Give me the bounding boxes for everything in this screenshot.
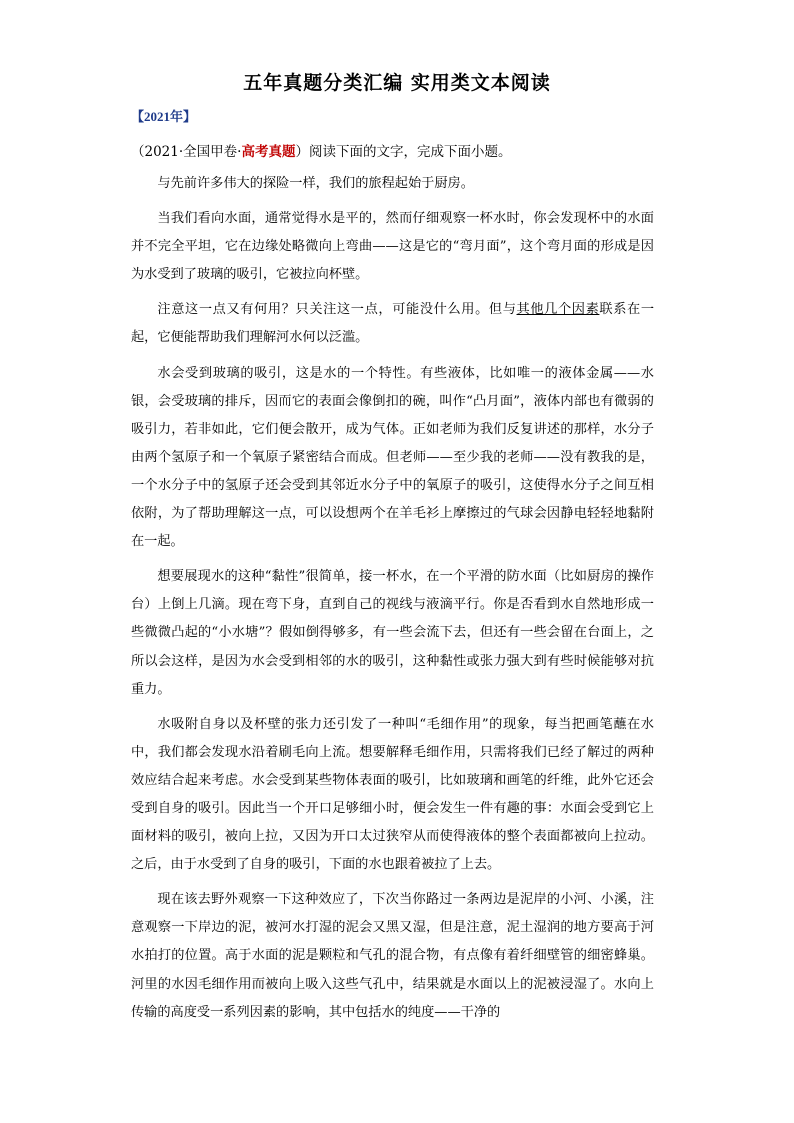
year-label: 【2021年】 [131, 109, 197, 124]
paragraph-5: 想要展现水的这种“黏性”很简单，接一杯水，在一个平滑的防水面（比如厨房的操作台）上倒上几滴。现在弯下身，直到自己的视线与液滴平行。你是否看到水自然地形成一些微微凸起的“小水塘”？假如倒得够多，有一些会流下去，但还有一些会留在台面上，之所以会这样，是因为水会受到相邻的水的吸引，这种黏性或张力强大到有些时候能够对抗重力。 [131, 569, 654, 697]
paragraph-7: 现在该去野外观察一下这种效应了，下次当你路过一条两边是泥岸的小河、小溪，注意观察一下岸边的泥，被河水打湿的泥会又黑又湿，但是注意，泥土湿润的地方要高于河水拍打的位置。高于水面的泥是颗粒和气孔的混合物，有点像有着纤细壁管的细密蜂巢。河里的水因毛细作用而被向上吸入这些气孔中，结果就是水面以上的泥被浸湿了。水向上传输的高度受一系列因素的影响，其中包括水的纯度——干净的 [131, 892, 654, 1020]
paragraph-3-text-b: 联系在一起，它便能帮助我们理解河水何以泛滥。 [131, 302, 655, 346]
underlined-phrase: 其他几个因素 [516, 302, 600, 318]
article-body [131, 170, 654, 1034]
page-title: 五年真题分类汇编 实用类文本阅读 [243, 72, 551, 94]
source-prefix: （2021·全国甲卷· [131, 144, 242, 160]
source-line [131, 140, 511, 160]
source-highlight: 高考真题 [241, 144, 296, 160]
paragraph-3 [131, 296, 654, 352]
paragraph-2: 当我们看向水面，通常觉得水是平的，然而仔细观察一杯水时，你会发现杯中的水面并不完全平坦，它在边缘处略微向上弯曲——这是它的“弯月面”，这个弯月面的形成是因为水受到了玻璃的吸引，它被拉向杯壁。 [131, 211, 654, 283]
paragraph-3-text-a: 注意这一点又有何用？只关注这一点，可能没什么用。但与 [157, 302, 517, 318]
paragraph-1: 与先前许多伟大的探险一样，我们的旅程起始于厨房。 [157, 176, 474, 191]
paragraph-6: 水吸附自身以及杯壁的张力还引发了一种叫“毛细作用”的现象，每当把画笔蘸在水中，我们都会发现水沿着刷毛向上流。想要解释毛细作用，只需将我们已经了解过的两种效应结合起来考虑。水会受到某些物体表面的吸引，比如玻璃和画笔的纤维，此外它还会受到自身的吸引。因此当一个开口足够细小时，便会发生一件有趣的事：水面会受到它上面材料的吸引，被向上拉，又因为开口太过狭窄从而使得液体的整个表面都被向上拉动。之后，由于水受到了自身的吸引，下面的水也跟着被拉了上去。 [131, 716, 654, 873]
paragraph-4: 水会受到玻璃的吸引，这是水的一个特性。有些液体，比如唯一的液体金属——水银，会受玻璃的排斥，因而它的表面会像倒扣的碗，叫作“凸月面”，液体内部也有微弱的吸引力，若非如此，它们便会散开，成为气体。正如老师为我们反复讲述的那样，水分子由两个氢原子和一个氧原子紧密结合而成。但老师——至少我的老师——没有教我的是，一个水分子中的氢原子还会受到其邻近水分子中的氧原子的吸引，这使得水分子之间互相依附，为了帮助理解这一点，可以设想两个在羊毛衫上摩擦过的气球会因静电轻轻地黏附在一起。 [131, 365, 654, 550]
source-suffix: ）阅读下面的文字，完成下面小题。 [295, 144, 512, 160]
